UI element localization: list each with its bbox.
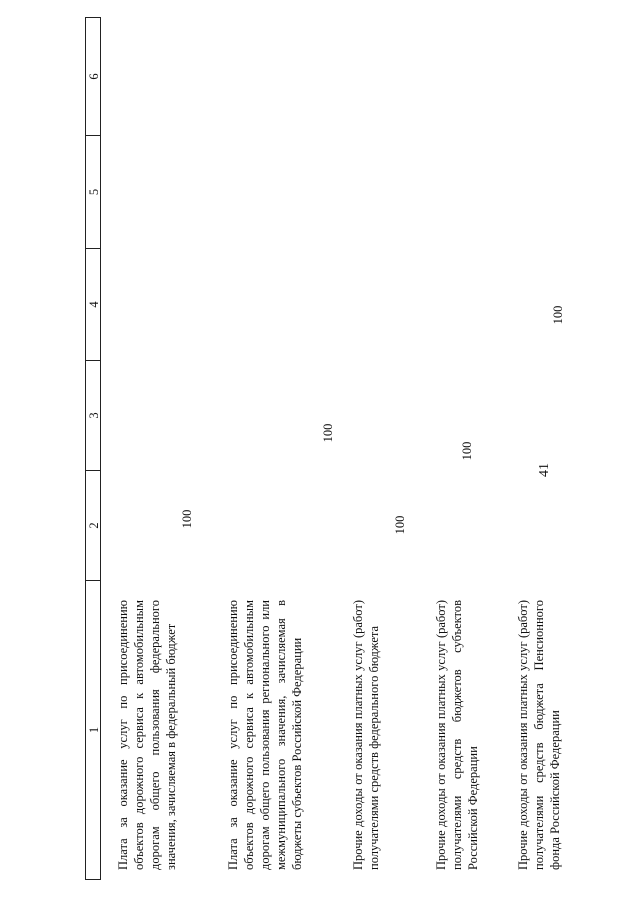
- column-header-1: 1: [85, 580, 101, 880]
- table-row-label: Прочие доходы от оказания платных услуг (работ) получателями средств бюджета Пенсионного фонда Российской Федерации: [516, 600, 562, 870]
- column-header-2: 2: [85, 470, 101, 580]
- table-row-value: 100: [321, 423, 335, 443]
- column-header-3: 3: [85, 360, 101, 470]
- column-header-5: 5: [85, 135, 101, 248]
- table-row-label: Прочие доходы от оказания платных услуг (работ) получателями средств федерального бюджета: [351, 600, 381, 870]
- table-row-label: Плата за оказание услуг по присоединению объектов дорожного сервиса к автомобильным дорогам общего пользования регионального или межмуниципального значения, зачисляемая в бюджеты субъектов Российской Федерации: [226, 600, 304, 870]
- column-header-4: 4: [85, 248, 101, 360]
- table-row-label: Плата за оказание услуг по присоединению объектов дорожного сервиса к автомобильным дорогам общего пользования федерального значения, зачисляемая в федеральный бюджет: [116, 600, 178, 870]
- document-table: [85, 15, 615, 880]
- table-row-value: 100: [460, 441, 474, 461]
- column-header-6: 6: [85, 17, 101, 135]
- table-row-value: 100: [393, 515, 407, 535]
- page-number: 41: [537, 463, 552, 477]
- table-row-value: 100: [180, 509, 194, 529]
- table-row-value: 100: [551, 305, 565, 325]
- table-row-label: Прочие доходы от оказания платных услуг (работ) получателями средств бюджетов субъектов Российской Федерации: [434, 600, 480, 870]
